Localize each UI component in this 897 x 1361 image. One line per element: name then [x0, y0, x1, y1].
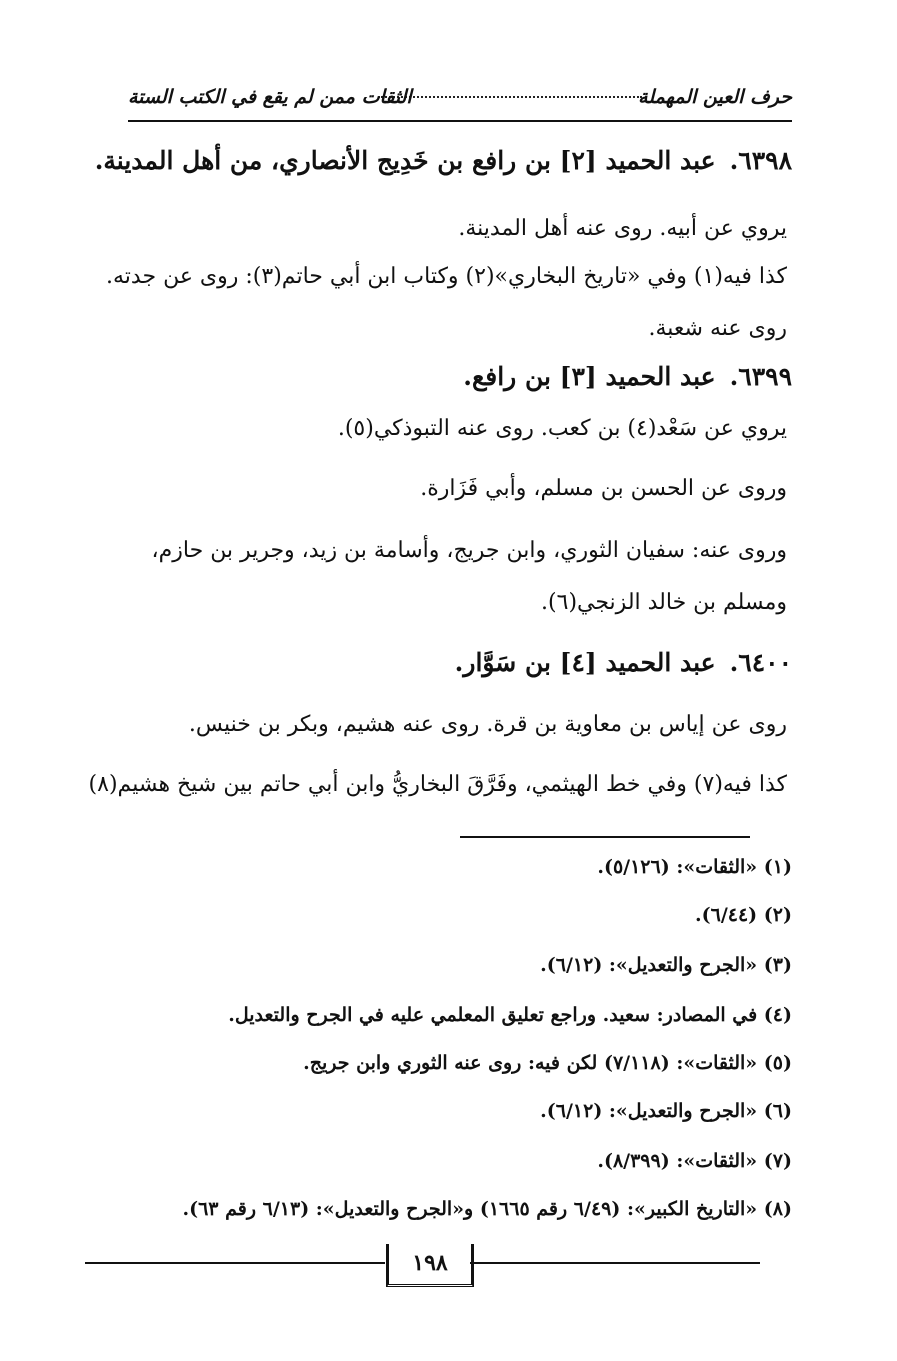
footnote: (١) «الثقات»: (٥/١٢٦). [597, 856, 792, 878]
header-chapter-title: حرف العين المهملة [638, 86, 792, 108]
footnote-separator [460, 836, 750, 838]
entry-number: ٦٣٩٩. [729, 362, 792, 391]
footnote: (٥) «الثقات»: (٧/١١٨) لكن فيه: روى عنه الثوري وابن جريج. [303, 1052, 792, 1074]
entry-text-line: روى عن إياس بن معاوية بن قرة. روى عنه هشيم، وبكر بن خنيس. [188, 712, 787, 737]
footer-rule-left [85, 1262, 385, 1264]
page-number: ١٩٨ [386, 1244, 474, 1287]
entry-text-line: يروي عن أبيه. روى عنه أهل المدينة. [458, 216, 787, 241]
entry-heading [455, 648, 792, 677]
header-book-title: الثقات ممن لم يقع في الكتب الستة [128, 86, 412, 108]
entry-text-line: وروى عن الحسن بن مسلم، وأبي فَزَارة. [420, 476, 787, 501]
footnote: (٦) «الجرح والتعديل»: (٦/١٢). [540, 1100, 792, 1122]
entry-text-line: كذا فيه(١) وفي «تاريخ البخاري»(٢) وكتاب ابن أبي حاتم(٣): روى عن جدته. [106, 264, 787, 289]
footnote: (٧) «الثقات»: (٨/٣٩٩). [597, 1150, 792, 1172]
header-dot-leader [378, 96, 642, 98]
footnote: (٨) «التاريخ الكبير»: (٦/٤٩ رقم ١٦٦٥) و«الجرح والتعديل»: (٦/١٣ رقم ٦٣). [182, 1198, 792, 1220]
footnote: (٢) (٦/٤٤). [695, 904, 792, 926]
entry-heading [95, 146, 792, 175]
entry-number: ٦٤٠٠. [729, 648, 792, 677]
entry-text-line: روى عنه شعبة. [648, 316, 787, 341]
footer-rule-right [470, 1262, 760, 1264]
entry-text-line: يروي عن سَعْد(٤) بن كعب. روى عنه التبوذكي(٥). [337, 416, 787, 441]
footnote: (٣) «الجرح والتعديل»: (٦/١٢). [540, 954, 792, 976]
footnote: (٤) في المصادر: سعيد. وراجع تعليق المعلمي عليه في الجرح والتعديل. [228, 1004, 792, 1026]
entry-title: عبد الحميد [٢] بن رافع بن خَدِيج الأنصاري، من أهل المدينة. [94, 146, 716, 175]
entry-text-line: وروى عنه: سفيان الثوري، وابن جريج، وأسامة بن زيد، وجرير بن حازم، [151, 538, 787, 563]
entry-text-line: كذا فيه(٧) وفي خط الهيثمي، وفَرَّقَ البخاريُّ وابن أبي حاتم بين شيخ هشيم(٨) [88, 772, 787, 797]
entry-title: عبد الحميد [٤] بن سَوَّار. [454, 648, 716, 677]
entry-title: عبد الحميد [٣] بن رافع. [463, 362, 716, 391]
entry-heading [463, 362, 792, 391]
running-header [128, 84, 792, 122]
entry-text-line: ومسلم بن خالد الزنجي(٦). [541, 590, 787, 615]
entry-number: ٦٣٩٨. [729, 146, 792, 175]
